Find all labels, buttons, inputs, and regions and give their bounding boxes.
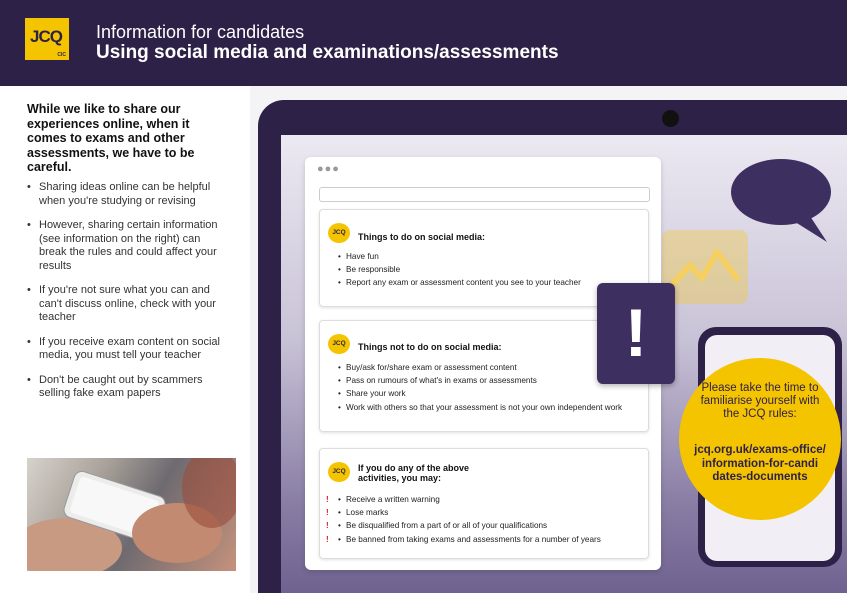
list-item: • ! Be disqualified from a part of or all of your qualifications <box>338 521 643 530</box>
photo-illustration <box>27 458 236 571</box>
list-item: • Buy/ask for/share exam or assessment content <box>338 363 643 372</box>
camera-icon <box>662 110 679 127</box>
list-item: • ! Be banned from taking exams and assessments for a number of years <box>338 535 643 544</box>
intro-text: While we like to share our experiences online, when it comes to exams and other assessments, we have to be careful. <box>27 102 195 174</box>
list-item: • Be responsible <box>338 265 643 274</box>
advice-list <box>27 181 227 412</box>
list-item: • ! Lose marks <box>338 508 643 517</box>
card-title: If you do any of the above activities, you may: <box>358 463 470 483</box>
advice-item: • However, sharing certain information (see information on the right) can break the rules and could affect your results <box>27 219 227 273</box>
rules-link[interactable]: jcq.org.uk/exams-office/ information-for-candi dates-documents <box>694 444 826 483</box>
advice-item: • Don't be caught out by scammers selling fake exam papers <box>27 374 227 401</box>
jcq-logo <box>25 18 69 60</box>
list-item: • Pass on rumours of what's in exams or assessments <box>338 376 643 385</box>
logo-text: JCQ <box>30 27 62 46</box>
list-item: • Work with others so that your assessment is not your own independent work <box>338 403 643 412</box>
page-title: Using social media and examinations/assessments <box>96 42 559 63</box>
window-dots: ●●● <box>317 163 340 175</box>
list-item: • Have fun <box>338 252 643 261</box>
warning-icon <box>597 283 675 384</box>
card-consequences <box>319 448 649 559</box>
rules-callout <box>679 358 841 520</box>
hands-holding-phone-photo <box>27 458 236 571</box>
warning-mark: ! <box>624 295 648 371</box>
header <box>0 0 847 86</box>
jcq-badge: JCQ <box>328 334 350 354</box>
alert-icon: • ! <box>326 508 329 518</box>
card-title: Things not to do on social media: <box>358 342 502 352</box>
list-item: • Report any exam or assessment content you see to your teacher <box>338 278 643 287</box>
header-pretitle: Information for candidates <box>96 22 305 42</box>
advice-item: • If you receive exam content on social media, you must tell your teacher <box>27 336 227 363</box>
jcq-badge: JCQ <box>328 462 350 482</box>
callout-message: Please take the time to familiarise yourself with the JCQ rules: <box>700 382 820 420</box>
card-list <box>326 495 643 548</box>
alert-icon: • ! <box>326 534 329 544</box>
advice-item: • If you're not sure what you can and can't discuss online, check with your teacher <box>27 284 227 325</box>
address-bar <box>319 187 650 202</box>
alert-icon: • ! <box>326 521 329 531</box>
speech-bubble-icon <box>730 158 832 242</box>
logo-subtext: CIC <box>57 52 66 58</box>
list-item: • Share your work <box>338 389 643 398</box>
left-panel <box>0 86 250 593</box>
alert-icon: • ! <box>326 495 329 504</box>
jcq-badge: JCQ <box>328 223 350 243</box>
list-item: • ! Receive a written warning <box>338 495 643 504</box>
card-title: Things to do on social media: <box>358 232 486 242</box>
advice-item: • Sharing ideas online can be helpful when you're studying or revising <box>27 181 227 208</box>
